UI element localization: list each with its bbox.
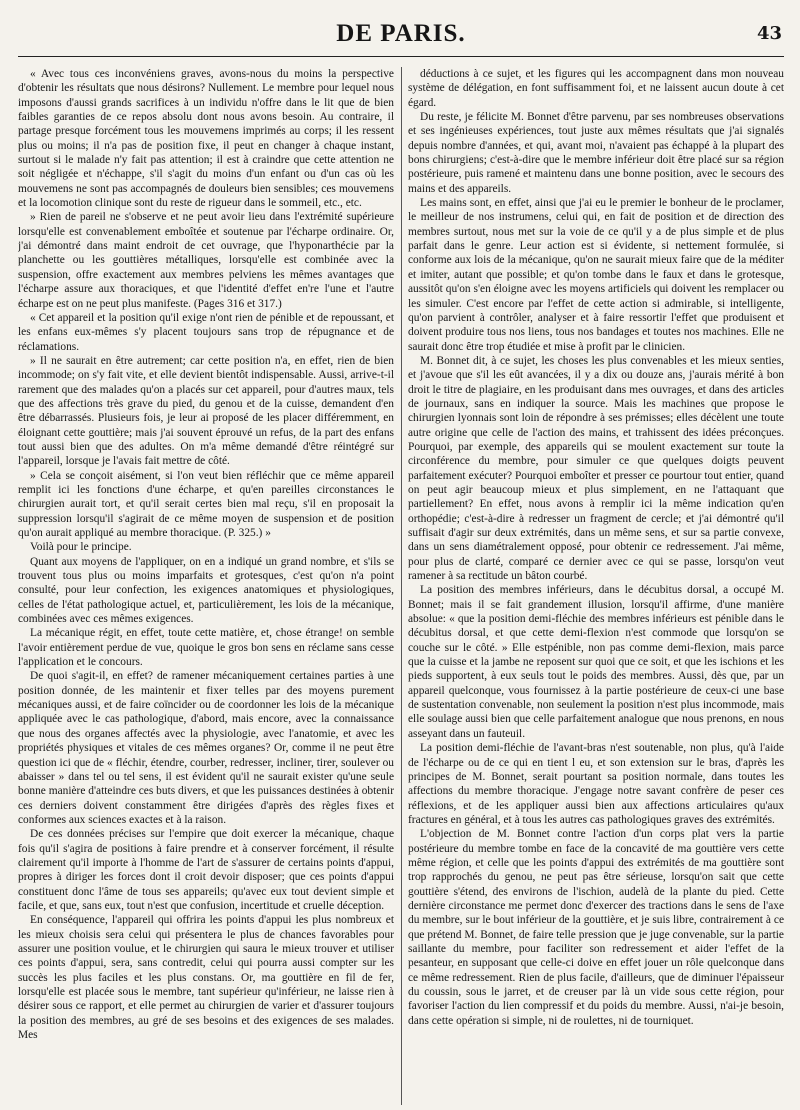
paragraph: Voilà pour le principe. <box>30 541 132 554</box>
text-columns <box>18 67 784 1105</box>
paragraph: Du reste, je félicite M. Bonnet d'être parvenu, par ses nombreuses observations et ses ingénieuses expériences, tout juste aux mêmes résultats que j'ai signalés depuis nombre d'années, et qui, avant moi, n'avaient pas échappé à la plupart des bons chirurgiens; c'est-à-dire que le membre inférieur doit être placé sur sa région postérieure, puis ramené et maintenu dans une bonne position, avec le secours des mains et des appareils. <box>408 111 784 195</box>
paragraph: De ces données précises sur l'empire que doit exercer la mécanique, chaque fois qu'il s'agira de positions à faire prendre et à conserver forcément, il résulte clairement qu'il importe à l'homme de l'art de s'assurer de certains points d'appui, propres à diriger les forces dont il croit devoir disposer; que ces points d'appui constituent donc l'âme de tous ses appareils; qu'avec eux tout devient simple et facile, et que, sans eux, tout n'est que confusion, incertitude et cruelle déception. <box>18 828 394 912</box>
running-title: DE PARIS. <box>336 20 466 47</box>
paragraph: » Il ne saurait en être autrement; car cette position n'a, en effet, rien de bien incommode; on s'y fait vite, et elle devient bientôt indispensable. Aussi, arrive-t-il rarement que des malades qu'on a placés sur cet appareil, pour d'autres maux, tels que des affections très grave du pied, du genou et de la cuisse, demandent d'en être débarrassés. Plusieurs fois, je leur ai proposé de les placer différemment, en éloignant cette gouttière; mais j'ai souvent éprouvé un refus, de la part des enfans tout aussi bien que des adultes. On m'a même demandé d'être réintégré sur l'appareil, lorsque je l'avais fait mettre de côté. <box>18 354 394 468</box>
paragraph: En conséquence, l'appareil qui offrira les points d'appui les plus nombreux et les mieux choisis sera celui qui présentera le plus de chances favorables pour assurer une position voulue, et le chirurgien qui saura le mieux trouver et utiliser ces points d'appui, sera, sans contredit, celui qui pourra aussi compter sur les succès les plus faciles et les plus constans. Or, ma gouttière en fil de fer, lorsqu'elle est placée sous le membre, tant supérieur qu'inférieur, ne laisse rien à désirer sous ce rapport, et elle permet au chirurgien de varier et d'assurer toujours la position des membres, au gré de ses besoins et des exigences de ses malades. Mes <box>18 914 394 1042</box>
page-header <box>18 22 784 46</box>
paragraph: La mécanique régit, en effet, toute cette matière, et, chose étrange! on semble l'avoir entièrement perdue de vue, quoique le gros bon sens en réclame sans cesse l'application et le concours. <box>18 627 394 669</box>
paragraph: déductions à ce sujet, et les figures qui les accompagnent dans mon nouveau système de délégation, en font suffisamment foi, et ne laissent aucun doute à cet égard. <box>408 68 784 109</box>
paragraph: « Avec tous ces inconvéniens graves, avons-nous du moins la perspective d'obtenir les résultats que nous désirons? Nullement. Le membre pour lequel nous imposons d'aussi grands sacrifices à un individu n'offre dans le lit que de bien faibles garanties de ce repos absolu dont nous avons besoin. Au contraire, il partage presque forcément tous les mouvemens imprimés au corps; il les ressent plus ou moins; il n'a pas de position fixe, il peut en changer à chaque instant, surtout si le malade n'y fait pas attention; il est à craindre que cette attention ne soit négligée et n'échappe, s'il s'agit du moins d'un enfant ou d'un cas où les mouvemens ne sont pas accompagnés de douleurs bien sensibles; ces mouvemens et la locomotion clinique sont du reste de rigueur dans le sommeil, etc., etc. <box>18 68 394 210</box>
paragraph: » Cela se conçoit aisément, si l'on veut bien réfléchir que ce même appareil remplit ici les fonctions d'une écharpe, et qu'en pareilles circonstances le chirurgien aurait tort, et qu'il serait certes bien mal reçu, s'il en proposait la suppression lorsqu'il s'agirait de ce même moyen de suspension et de position qu'on aurait appliqué au membre thoracique. (P. 325.) » <box>18 469 394 539</box>
header-rule <box>18 56 784 57</box>
paragraph: De quoi s'agit-il, en effet? de ramener mécaniquement certaines parties à une position donnée, de les maintenir et fixer telles par des moyens purement mécaniques aussi, et de faire coïncider ou de coordonner les lois de la mécanique appliquée avec le cas pathologique, d'abord, mais encore, avec la connaissance que nous des organes affectés avec la physiologie, avec l'anatomie, et avec les propriétés physiques et vitales de ces mêmes organes? Or, comme il ne peut être question ici que de « fléchir, étendre, courber, redresser, incliner, tirer, soulever ou abaisser » dans tel ou tel sens, il est évident qu'il ne saurait exister qu'une seule bonne manière d'atteindre ces buts divers, et que les puissances destinées à obtenir ces derniers doivent constamment être dirigées d'après des règles fixes et conformes aux sciences exactes et à la raison. <box>18 670 394 826</box>
right-column <box>408 67 784 1105</box>
paragraph: » Rien de pareil ne s'observe et ne peut avoir lieu dans l'extrémité supérieure lorsqu'elle est convenablement emboîtée et soutenue par l'écharpe ordinaire. Or, j'ai démontré dans maint endroit de cet ouvrage, que l'hyponarthécie par la planchette ou les gouttières métalliques, lorsqu'elle est combinée avec la suspension, offre exactement aux membres pelviens les mêmes avantages que l'écharpe assure aux thoraciques, et que l'identité d'effet en're l'une et l'autre écharpe est on ne peut plus manifeste. (Pages 316 et 317.) <box>18 211 394 310</box>
paragraph: La position des membres inférieurs, dans le décubitus dorsal, a occupé M. Bonnet; mais il se fait grandement illusion, lorsqu'il affirme, d'une manière absolue: « que la position demi-fléchie des membres inférieurs est pénible dans le décubitus dorsal, et que cette demi-flexion n'est commode que lorsqu'on se couche sur le côté. » Elle estpénible, non pas comme demi-flexion, mais parce que la cuisse et la jambe ne reposent sur quoi que ce soit, et que les ischions et les pieds supportent, à eux seuls tout le poids des membres. Aussi, dès que, par un appareil quelconque, vous fournissez à la partie postérieure de ceux-ci une base de sustentation convenable, non seulement la position n'est plus incommode, mais elle soulage aussi bien que celle parfaitement analogue que nous prenons, en nous asseyant dans un fauteuil. <box>408 584 784 740</box>
paragraph: Quant aux moyens de l'appliquer, on en a indiqué un grand nombre, et s'ils se trouvent tous plus ou moins imparfaits et grotesques, c'est qu'on n'a point consulté, pour leur confection, les exigences anatomiques et physiologiques, celles de l'état pathologique actuel, et, particulièrement, les lois de la mécanique, combinées avec ces mêmes exigences. <box>18 555 394 626</box>
paragraph: M. Bonnet dit, à ce sujet, les choses les plus convenables et les mieux senties, et j'avoue que s'il les eût avancées, il y a dix ou douze ans, j'aurais mérité à bon droit le titre de plagiaire, en les produisant dans mes ouvrages, et dans des articles de journaux, sans en indiquer la source. Mais les machines que propose le chirurgien lyonnais sont loin de répondre à ses prémisses; elles décèlent une toute autre origine que celle de l'action des mains, et trahissent des idées préconçues. Pourquoi, par exemple, des appareils qui se moulent exactement sur toute la circonférence du membre, pour simuler ce que quelques doigts peuvent parfaitement exécuter? Pourquoi emboîter et presser ce pourtour tout entier, quand on peut agir beaucoup mieux et plus simplement, en ne l'attaquant que partiellement? En effet, nous avons à remplir ici la même indication qu'en orthopédie; c'est-à-dire à redresser un fragment de cercle; et j'ai démontré qu'il suffisait d'agir sur deux extrémités, dans un même sens, et sur sa partie convexe, dans un sens diamétralement opposé, pour obtenir ce redressement. J'ai même, pour plus de clarté, comparé ce dernier avec ce qui se passe, lorsqu'on veut ramener à sa rectitude un bâton courbé. <box>408 354 784 583</box>
paragraph: L'objection de M. Bonnet contre l'action d'un corps plat vers la partie postérieure du membre tombe en face de la concavité de ma gouttière vers cette même région, et celle que les points d'appui des extrémités de ma gouttière sont trop rapprochés du genou, ne peut pas être sérieuse, lorsqu'on sait que cette gouttière s'étend, des environs de l'ischion, audelà de la plante du pied. Cette dernière circonstance me permet donc d'exercer des tractions dans le sens de l'axe du membre, sur le bout inférieur de la gouttière, et je suis libre, contrairement à ce que prétend M. Bonnet, de faire telle pression que je juge convenable, sur la partie saillante du membre, pour faciliter son redressement et aider l'effet de la pesanteur, en supposant que celle-ci doive en effet jouer un rôle quelconque dans ce même redressement. Rien de plus facile, d'ailleurs, que de diminuer l'épaisseur du coussin, sous le jarret, et de creuser par là un vide sous cette région, pour favoriser l'action du lien compressif et du poids du membre. Aussi, n'ai-je besoin, dans cette opération si simple, ni de roulettes, ni de tourniquet. <box>408 828 784 1027</box>
paragraph: Les mains sont, en effet, ainsi que j'ai eu le premier le bonheur de le proclamer, le meilleur de nos instrumens, celui qui, en fait de position et de direction des membres surtout, nous met sur la voie de ce qu'il y a de plus simple et de plus parfait dans le genre. Leur action est si évidente, si nettement formulée, si conforme aux lois de la mécanique, qu'on ne saurait mieux faire que de la méditer et imiter, autant que possible; et qu'on tombe dans le faux et dans le grotesque, aussitôt qu'on s'en éloigne avec les moyens artificiels qui doivent les remplacer ou les simuler. C'est encore par l'effet de cette action si admirable, si intelligente, qu'on parvient à contrôler, analyser et à faire ressortir l'effet que produisent et doivent produire tous nos liens, tous nos bandages et toutes nos machines. Elle ne saurait donc être trop étudiée et mise à profit par le clinicien. <box>408 197 784 353</box>
page-number: 43 <box>756 23 782 44</box>
paragraph: La position demi-fléchie de l'avant-bras n'est soutenable, non plus, qu'à l'aide de l'écharpe ou de ce qui en tient l eu, et son extension sur le bras, d'après les principes de M. Bonnet, serait pourtant sa position normale, dans toutes les affections du membre thoracique. J'engage notre savant confrère de peser ces réflexions, et de les appliquer aussi bien aux affections articulaires qu'aux fractures en général, et à tous les autres cas pathologiques graves des extrémités. <box>408 742 784 826</box>
left-column <box>18 67 394 1105</box>
paragraph: « Cet appareil et la position qu'il exige n'ont rien de pénible et de repoussant, et les enfans eux-mêmes s'y placent toujours sans trop de répugnance et de réclamations. <box>18 311 394 353</box>
